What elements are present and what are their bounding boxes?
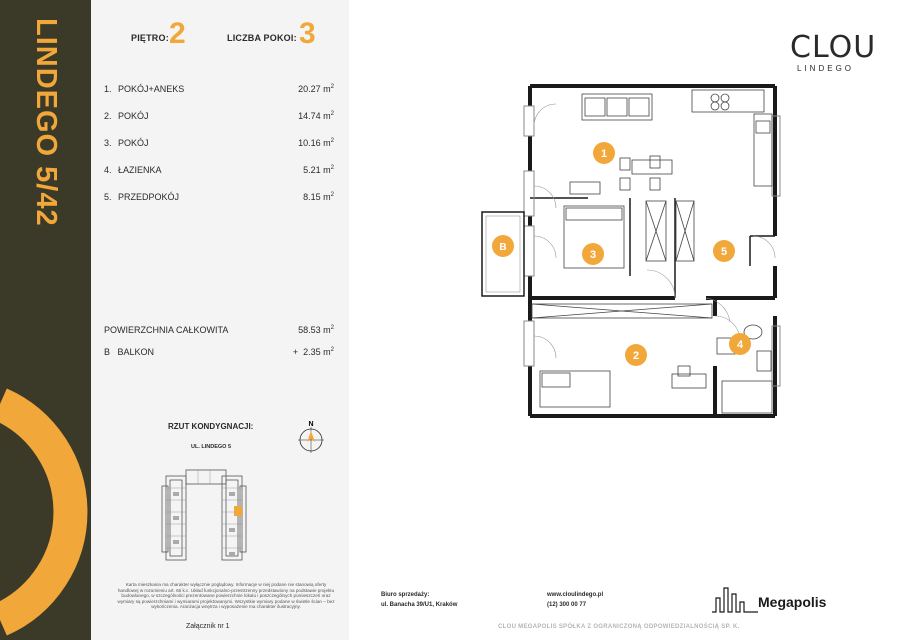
room-marker-2-label: 2 — [632, 350, 640, 362]
megapolis-skyline-icon — [712, 584, 758, 614]
room-name: POKÓJ+ANEKS — [118, 84, 185, 94]
room-number: 5. — [104, 192, 112, 202]
room-row — [104, 84, 334, 98]
sales-office-address: ul. Banacha 39/U1, Kraków — [381, 602, 458, 608]
sidebar — [0, 0, 91, 640]
street-label: UL. LINDEGO 5 — [191, 444, 232, 450]
room-marker-1-label: 1 — [600, 148, 608, 160]
north-letter: N — [308, 421, 314, 428]
total-area-value: 58.53 $m^2$ — [298, 325, 334, 335]
balcony-marker-label: B — [499, 242, 507, 253]
north-compass-icon — [296, 418, 326, 458]
room-name: POKÓJ — [118, 138, 149, 148]
rooms-count-label: LICZBA POKOI: — [227, 33, 297, 43]
company-name: CLOU MEGAPOLIS SPÓŁKA Z OGRANICZONĄ ODPOWIEDZIALNOŚCIĄ SP. K. — [498, 624, 740, 630]
room-row — [104, 192, 334, 206]
room-row — [104, 165, 334, 179]
balcony-label: B BALKON — [104, 347, 155, 357]
building-keyplan — [158, 466, 278, 566]
rooms-count-value: 3 — [299, 17, 316, 50]
apartment-highlight — [234, 506, 242, 516]
room-area: 10.16 $m^2$ — [298, 138, 334, 148]
brand-sublogo: LINDEGO — [797, 64, 855, 73]
room-number: 2. — [104, 111, 112, 121]
total-area-label: POWIERZCHNIA CAŁKOWITA — [104, 325, 229, 335]
sales-office-title: Biuro sprzedaży: — [381, 592, 430, 598]
balcony-value: + 2.35 $m^2$ — [292, 347, 334, 357]
website-link[interactable]: www.cloulindego.pl — [547, 592, 604, 598]
room-name: POKÓJ — [118, 111, 149, 121]
room-number: 1. — [104, 84, 112, 94]
building-title: LINDEGO 5/42 — [30, 18, 62, 227]
keyplan-title: RZUT KONDYGNACJI: — [168, 422, 254, 431]
room-area: 14.74 $m^2$ — [298, 111, 334, 121]
room-row — [104, 138, 334, 152]
room-marker-3-label: 3 — [589, 249, 597, 261]
appendix-label: Załącznik nr 1 — [186, 623, 230, 630]
room-name: PRZEDPOKÓJ — [118, 192, 180, 202]
plan-walls — [530, 86, 775, 416]
room-number: 4. — [104, 165, 112, 175]
phone-number: (12) 300 00 77 — [547, 602, 587, 608]
room-name: ŁAZIENKA — [118, 165, 162, 175]
brand-logo: CLOU — [790, 30, 877, 65]
floor-plan — [470, 76, 790, 421]
room-number: 3. — [104, 138, 112, 148]
room-area: 8.15 $m^2$ — [303, 192, 334, 202]
disclaimer-text: Karta mieszkania ma charakter wyłącznie poglądowy. Informacje w niej podane nie stanowią oferty handlowej w rozumieniu art. 66 k.c. Układ funkcjonalno-przestrzenny przedstawiony na podstawie projektu budowlanego, w szczególności prezentowane powierzchnie lokalu i poszczególnych pomieszczeń oraz wymiary są powierzchniami i wymiarami projektowanymi. Wszystkie wymiary podane w świetle ścian – bez wykończenia. Aranżacja wnętrza i wyposażenie ma charakter ilustracyjny. — [117, 582, 335, 610]
room-row — [104, 111, 334, 125]
floor-label: PIĘTRO: — [131, 33, 169, 43]
floor-value: 2 — [169, 17, 186, 50]
developer-logo: Megapolis — [758, 594, 827, 610]
room-marker-5-label: 5 — [720, 246, 728, 258]
room-marker-4-label: 4 — [736, 339, 744, 351]
room-markers — [492, 142, 751, 366]
room-area: 5.21 $m^2$ — [303, 165, 334, 175]
room-area: 20.27 $m^2$ — [298, 84, 334, 94]
